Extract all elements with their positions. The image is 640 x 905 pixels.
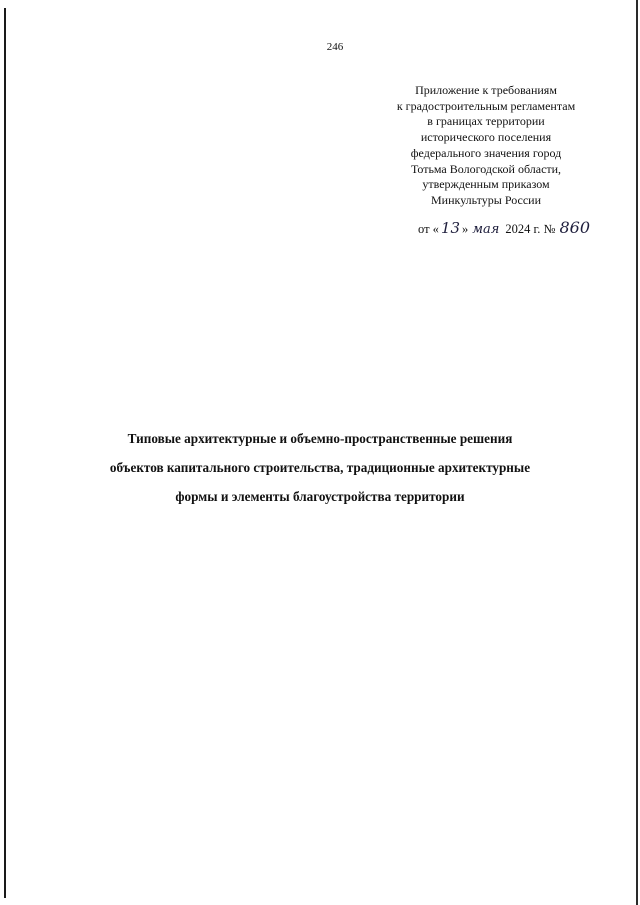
page-number: 246 xyxy=(326,41,344,53)
scan-edge-right xyxy=(636,0,638,905)
appendix-line: исторического поселения xyxy=(420,130,552,145)
handwritten-month: мая xyxy=(472,222,500,237)
order-year-text: 2024 г. № xyxy=(505,222,556,236)
appendix-line: Приложение к требованиям xyxy=(415,83,557,97)
appendix-line: в границах территории xyxy=(427,114,545,129)
document-title xyxy=(60,424,580,511)
appendix-line: утвержденным приказом xyxy=(422,177,550,192)
appendix-line: федерального значения город xyxy=(410,145,562,160)
appendix-line: Тотьма Вологодской области, xyxy=(410,161,562,176)
appendix-line: Минкультуры России xyxy=(431,192,541,207)
title-line: Типовые архитектурные и объемно-пространственные решения xyxy=(127,431,513,446)
title-line: формы и элементы благоустройства территории xyxy=(175,489,465,504)
appendix-line: к градостроительным регламентам xyxy=(396,98,576,113)
title-line: объектов капитального строительства, традиционные архитектурные xyxy=(109,460,531,475)
scan-edge-left xyxy=(4,8,6,898)
handwritten-day: 13 xyxy=(440,219,461,237)
order-prefix: от « xyxy=(418,222,439,236)
appendix-header xyxy=(380,83,592,209)
handwritten-order-number: 860 xyxy=(559,218,590,237)
order-quote-close: » xyxy=(462,222,469,236)
order-date-line xyxy=(418,218,618,237)
